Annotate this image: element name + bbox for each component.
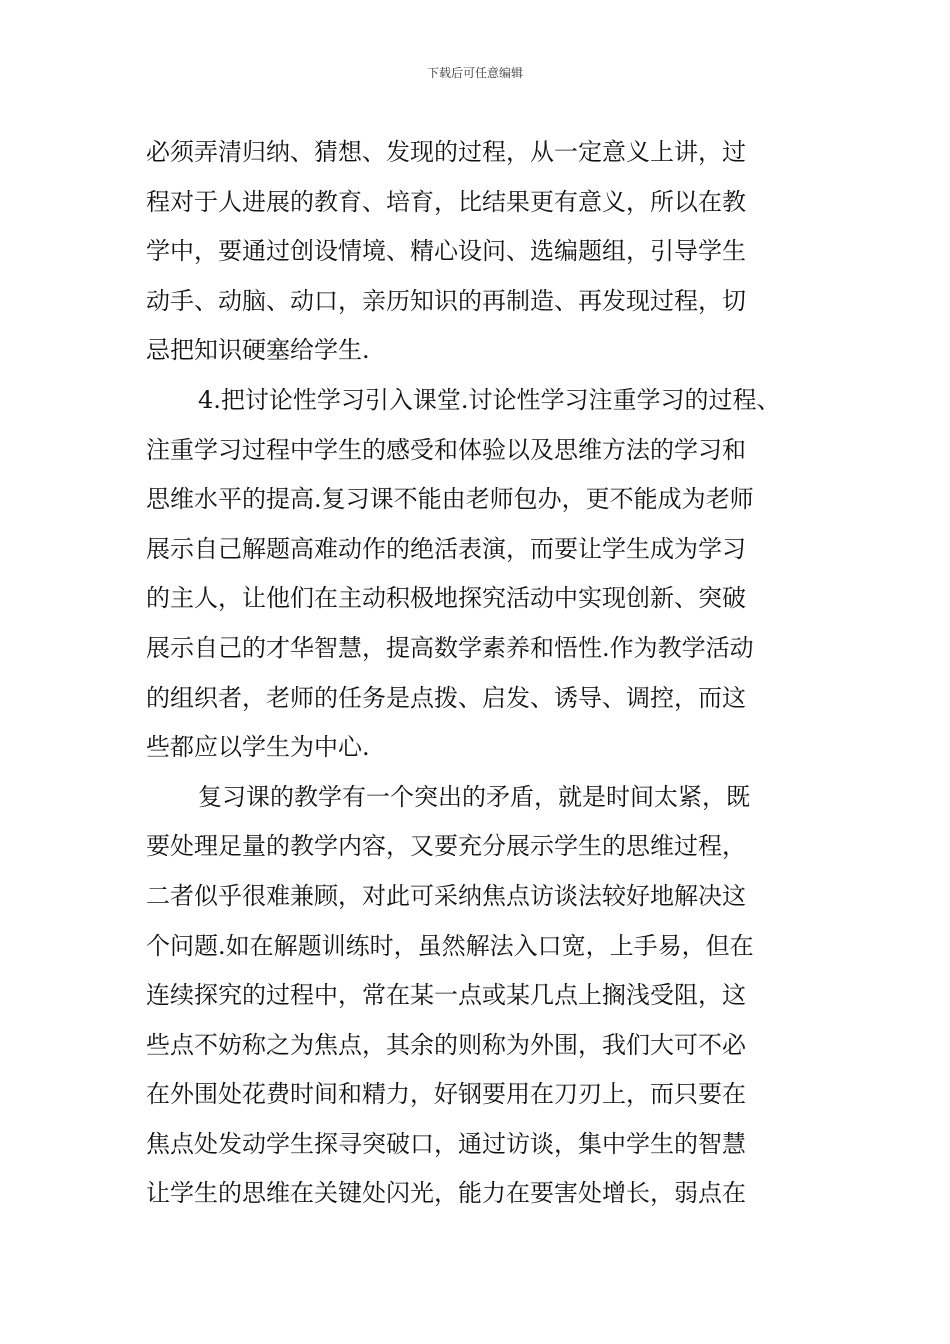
text-line: 二者似乎很难兼顾，对此可采纳焦点访谈法较好地解决这 [146,881,746,910]
text-line: 个问题.如在解题训练时，虽然解法入口宽，上手易，但在 [146,931,754,960]
text-line: 忌把知识硬塞给学生. [146,336,370,365]
page-header: 下载后可任意编辑 [426,66,523,80]
text-line: 动手、动脑、动口，亲历知识的再制造、再发现过程，切 [146,286,746,315]
text-line: 的组织者，老师的任务是点拨、启发、诱导、调控，而这 [146,683,746,712]
text-line: 4.把讨论性学习引入课堂.讨论性学习注重学习的过程、 [198,385,781,414]
text-line: 思维水平的提高.复习课不能由老师包办，更不能成为老师 [146,485,754,514]
text-line: 必须弄清归纳、猜想、发现的过程，从一定意义上讲，过 [146,138,746,166]
text-line: 展示自己的才华智慧，提高数学素养和悟性.作为教学活动 [146,633,754,662]
text-line: 在外围处花费时间和精力，好钢要用在刀刃上，而只要在 [146,1080,746,1109]
text-line: 学中，要通过创设情境、精心设问、选编题组，引导学生 [146,237,746,266]
text-line: 些都应以学生为中心. [146,733,370,762]
text-line: 复习课的教学有一个突出的矛盾，就是时间太紧，既 [198,782,750,811]
text-line: 焦点处发动学生探寻突破口，通过访谈，集中学生的智慧 [146,1129,746,1158]
text-line: 展示自己解题高难动作的绝活表演，而要让学生成为学习 [146,534,746,563]
text-line: 的主人，让他们在主动积极地探究活动中实现创新、突破 [146,584,746,613]
text-line: 些点不妨称之为焦点，其余的则称为外围，我们大可不必 [146,1030,746,1059]
text-line: 要处理足量的教学内容，又要充分展示学生的思维过程， [146,832,746,861]
text-line: 程对于人进展的教育、培育，比结果更有意义，所以在教 [146,187,746,216]
text-line: 让学生的思维在关键处闪光，能力在要害处增长，弱点在 [146,1179,746,1208]
body-text [146,128,806,1219]
text-line: 注重学习过程中学生的感受和体验以及思维方法的学习和 [146,435,746,464]
text-line: 连续探究的过程中，常在某一点或某几点上搁浅受阻，这 [146,981,746,1010]
